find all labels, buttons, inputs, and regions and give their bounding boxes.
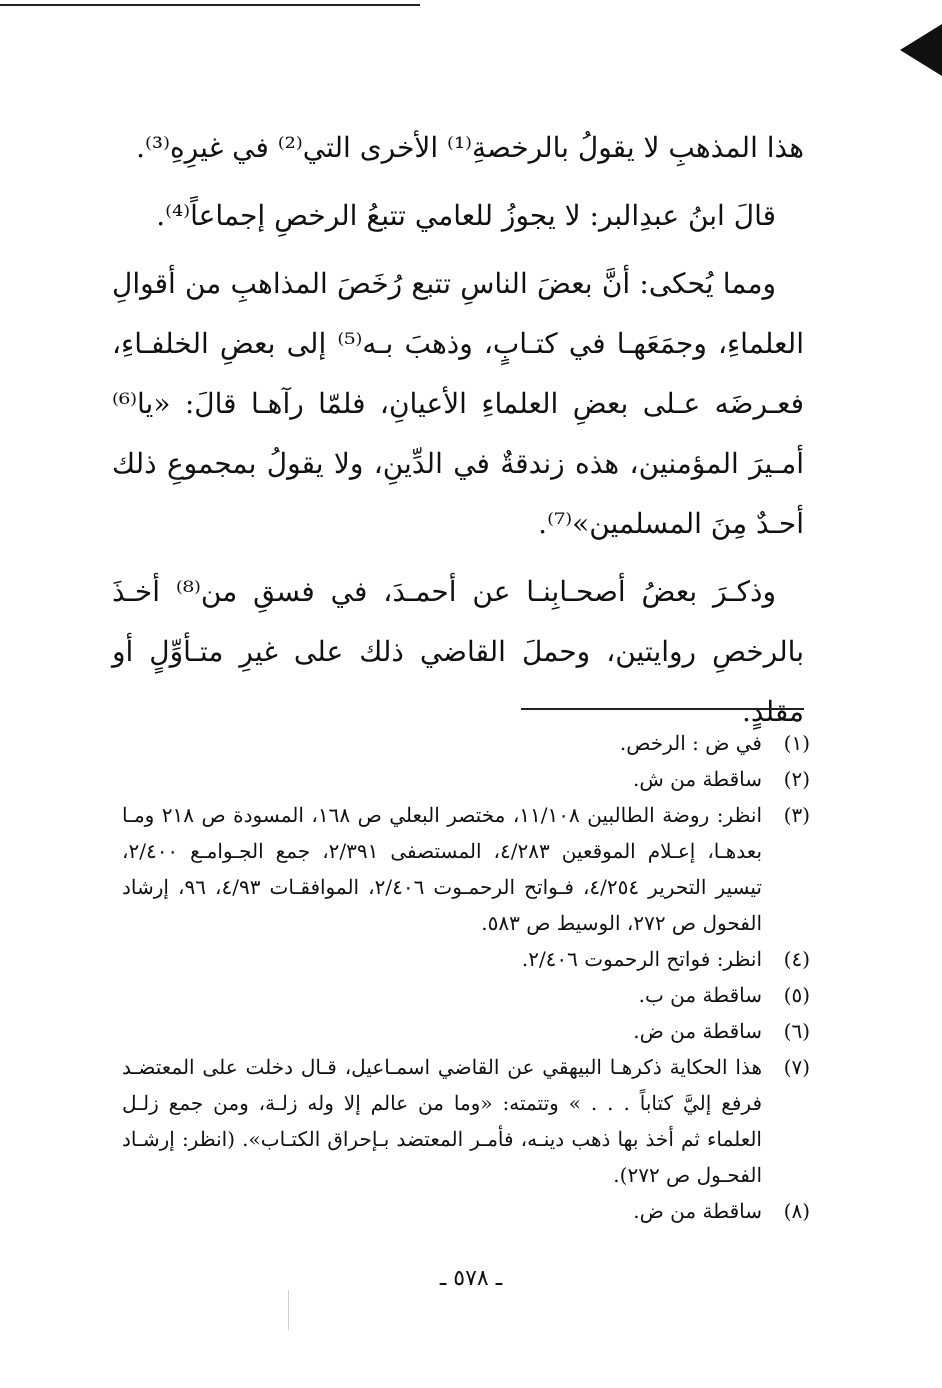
footnote-number: (٢) <box>783 767 810 791</box>
footnote-7 <box>122 1049 810 1193</box>
footnote-text: ساقطة من ض. <box>633 1019 762 1043</box>
footnote-1 <box>122 725 810 761</box>
footnote-number: (٨) <box>783 1199 810 1223</box>
footnote-number: (٤) <box>783 947 810 971</box>
footnote-number: (١) <box>783 731 810 755</box>
footnote-8 <box>122 1193 810 1229</box>
footnote-text: ساقطة من ب. <box>638 983 762 1007</box>
footnote-text: ساقطة من ض. <box>633 1199 762 1223</box>
footnote-number: (٧) <box>783 1055 810 1079</box>
footnote-2 <box>122 761 810 797</box>
paragraph-ahmad-narration: وذكـرَ بعضُ أصحـابِنـا عن أحمـدَ، في فسقِ من⁽⁸⁾ أخـذَ بالرخصِ روايتين، وحملَ القاضي ذلك على غيرِ متـأوِّلٍ أو مقلدٍ. <box>112 575 804 728</box>
footnote-number: (٥) <box>783 983 810 1007</box>
footnote-number: (٣) <box>783 803 810 827</box>
footnote-3 <box>122 797 810 941</box>
corner-triangle-mark <box>900 24 942 76</box>
footnote-text: انظر: روضة الطالبين ١١/١٠٨، مختصر البعلي ص ١٦٨، المسودة ص ٢١٨ ومـا بعدهـا، إعـلام الموقعين ٤/٢٨٣، المستصفى ٢/٣٩١، جمع الجـوامـع ٢/٤٠٠، تيسير التحرير ٤/٢٥٤، فـواتح الرحمـوت ٢/٤٠٦، الموافقـات ٤/٩٣، ٩٦، إرشاد الفحول ص ٢٧٢، الوسيط ص ٥٨٣. <box>122 803 763 935</box>
footnotes <box>122 725 810 1229</box>
footnote-number: (٦) <box>783 1019 810 1043</box>
footnote-text: في ض : الرخص. <box>619 731 762 755</box>
scan-artifact <box>288 1290 289 1330</box>
footnote-separator <box>521 708 804 710</box>
footnote-text: ساقطة من ش. <box>633 767 762 791</box>
main-text <box>112 118 804 750</box>
footnote-5 <box>122 977 810 1013</box>
paragraph-caliph-story: ومما يُحكى: أنَّ بعضَ الناسِ تتبع رُخَصَ المذاهبِ من أقوالِ العلماءِ، وجمَعَهـا في كتـابٍ، وذهبَ بـه⁽⁵⁾ إلى بعضِ الخلفـاءِ، فعـرضَه عـلى بعضِ العلماءِ الأعيانِ، فلمّا رآهـا قالَ: «يا⁽⁶⁾ أمـيرَ المؤمنين، هذه زندقةٌ في الدِّينِ، ولا يقولُ بمجموعِ ذلك أحـدٌ مِنَ المسلمين»⁽⁷⁾. <box>112 267 804 540</box>
footnote-4 <box>122 941 810 977</box>
paragraph-continuation: هذا المذهبِ لا يقولُ بالرخصةِ⁽¹⁾ الأخرى التي⁽²⁾ في غيرِهِ⁽³⁾. <box>136 131 804 164</box>
footnote-text: انظر: فواتح الرحموت ٢/٤٠٦. <box>521 947 762 971</box>
paragraph-ibn-abd-albarr: قالَ ابنُ عبدِالبر: لا يجوزُ للعامي تتبعُ الرخصِ إجماعاً⁽⁴⁾. <box>156 199 776 232</box>
page-number: ـ ٥٧٨ ـ <box>439 1266 503 1291</box>
footnote-text: هذا الحكاية ذكرهـا البيهقي عن القاضي اسمـاعيل، قـال دخلت على المعتضـد فرفع إليَّ كتاباً . . . » وتتمته: «وما من عالم إلا وله زلـة، ومن جمع زلـل العلماء ثم أخذ بها ذهب دينـه، فأمـر المعتضد بـإحراق الكتـاب». (انظر: إرشـاد الفحـول ص ٢٧٢). <box>122 1055 762 1187</box>
footnote-6 <box>122 1013 810 1049</box>
top-rule <box>0 4 420 6</box>
